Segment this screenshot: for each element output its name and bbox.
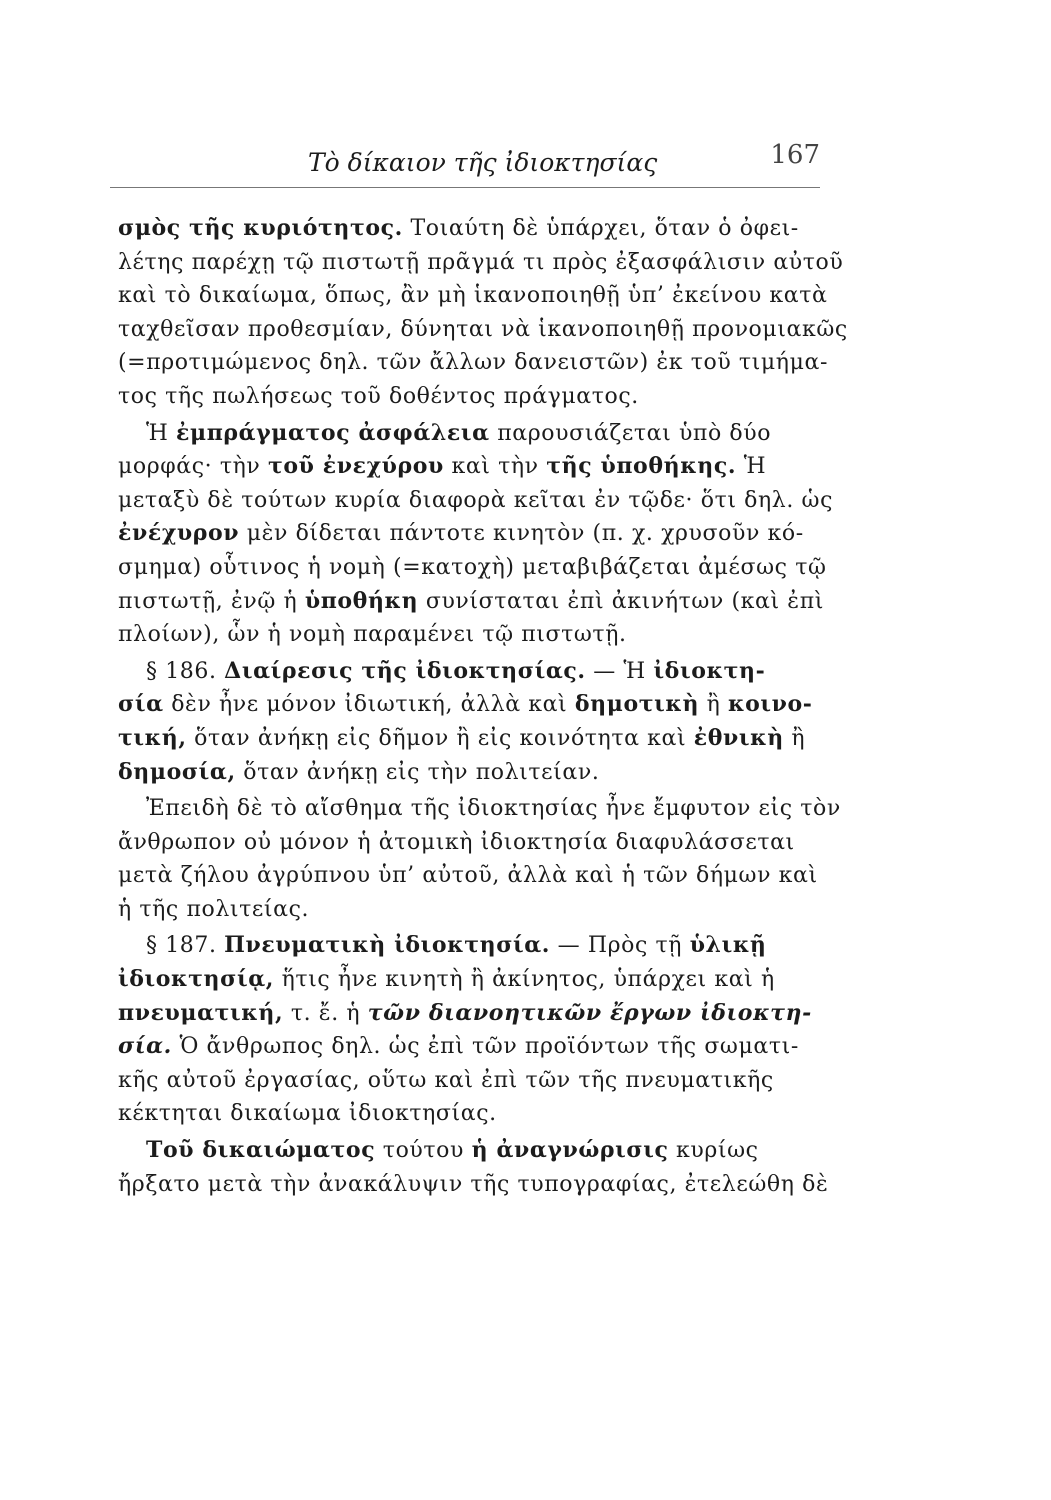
line-text: κέκτηται δικαίωμα ἰδιοκτησίας. — [118, 1101, 497, 1127]
line-text: τος τῆς πωλήσεως τοῦ δοθέντος πράγματος. — [118, 383, 639, 409]
line-text: καὶ τὸ δικαίωμα, ὅπως, ἂν μὴ ἱκανοποιηθῇ ὑπ’ ἐκείνου κατὰ — [118, 283, 828, 309]
emphasis-text: πνευματική, — [118, 999, 284, 1026]
text-line — [118, 450, 838, 484]
line-text: Τοιαύτη δὲ ὑπάρχει, ὅταν ὁ ὀφει- — [402, 216, 799, 241]
text-line — [118, 517, 838, 551]
emphasis-text: δημοτικὴ — [574, 691, 700, 718]
line-text: § 186. — [146, 658, 225, 684]
line-text: μορφάς· τὴν — [118, 454, 268, 480]
line-text: μετὰ ζήλου ἀγρύπνου ὑπ’ αὐτοῦ, ἀλλὰ καὶ ἡ τῶν δήμων καὶ — [118, 863, 818, 889]
emphasis-text: ὑλικῇ — [689, 932, 767, 959]
text-line — [118, 963, 838, 997]
line-text: παρουσιάζεται ὑπὸ δύο — [489, 420, 772, 446]
running-title: Τὸ δίκαιον τῆς ἰδιοκτησίας — [308, 148, 658, 177]
line-text: ἄνθρωπον οὐ μόνον ἡ ἀτομικὴ ἰδιοκτησία διαφυλάσσεται — [118, 829, 795, 855]
text-line — [118, 1097, 838, 1131]
line-text: μὲν δίδεται πάντοτε κινητὸν (π. χ. χρυσοῦν κό- — [239, 521, 804, 547]
line-text: κῆς αὐτοῦ ἐργασίας, οὕτω καὶ ἐπὶ τῶν τῆς πνευματικῆς — [118, 1067, 774, 1093]
line-text: κυρίως — [668, 1138, 759, 1164]
line-text: Ἐπειδὴ δὲ τὸ αἴσθημα τῆς ἰδιοκτησίας ἦνε ἔμφυτον εἰς τὸν — [146, 796, 841, 822]
text-line — [118, 1030, 838, 1064]
text-line — [118, 346, 838, 380]
line-text: ἥτις ἦνε κινητὴ ἢ ἀκίνητος, ὑπάρχει καὶ ἡ — [273, 967, 775, 993]
line-text: τούτου — [375, 1138, 472, 1164]
emphasis-text: ἰδιοκτη- — [653, 657, 766, 684]
text-line — [118, 618, 838, 652]
text-line — [118, 212, 838, 246]
emphasis-text: ἐμπράγματος ἀσφάλεια — [176, 419, 490, 446]
text-line — [118, 655, 838, 689]
line-text: (=προτιμώμενος δηλ. τῶν ἄλλων δανειστῶν) ἐκ τοῦ τιμήμα- — [118, 350, 828, 376]
line-text: ὅταν ἀνήκῃ εἰς τὴν πολιτείαν. — [235, 759, 600, 785]
emphasis-text: τοῦ ἐνεχύρου — [267, 453, 444, 480]
text-line — [118, 246, 844, 280]
emphasis-text: ἰδιοκτησίᾳ, — [118, 966, 274, 993]
line-text: — Πρὸς τῇ — [550, 933, 690, 959]
text-line — [118, 859, 838, 893]
running-header — [110, 140, 820, 180]
body-text — [118, 212, 848, 1201]
line-text: σμημα) οὗτινος ἡ νομὴ (=κατοχὴ) μεταβιβάζεται ἀμέσως τῷ — [118, 554, 827, 580]
emphasis-text: ἡ ἀναγνώρισις — [471, 1137, 669, 1164]
line-text: § 187. — [146, 933, 225, 959]
emphasis-text: ὑποθήκη — [304, 587, 419, 614]
line-text: ὅταν ἀνήκῃ εἰς δῆμον ἢ εἰς κοινότητα καὶ — [186, 725, 694, 751]
line-text: τ. ἔ. ἡ — [283, 1000, 368, 1026]
emphasis-text: τική, — [118, 724, 187, 751]
text-line — [118, 279, 838, 313]
line-text: μεταξὺ δὲ τούτων κυρία διαφορὰ κεῖται ἐν τῷδε· ὅτι δηλ. ὡς — [118, 487, 833, 513]
line-text: πλοίων), ὧν ἡ νομὴ παραμένει τῷ πιστωτῇ. — [118, 622, 627, 648]
emphasis-text: τῶν διανοητικῶν ἔργων ἰδιοκτη- — [367, 999, 812, 1026]
text-line — [118, 380, 838, 414]
text-line — [118, 417, 838, 451]
emphasis-text: ἐθνικὴ — [693, 724, 784, 751]
page-number: 167 — [770, 140, 820, 170]
text-line — [118, 551, 838, 585]
header-rule — [110, 187, 820, 188]
line-text: — Ἡ — [585, 658, 654, 684]
line-text: Ἡ — [146, 420, 177, 446]
line-text: ἢ — [699, 692, 729, 718]
text-line — [118, 1134, 838, 1168]
emphasis-text: τῆς ὑποθήκης. — [546, 453, 737, 480]
text-line — [118, 1064, 838, 1098]
emphasis-text: δημοσία, — [118, 758, 236, 785]
text-line — [118, 997, 838, 1031]
line-text: λέτης παρέχῃ τῷ πιστωτῇ πρᾶγμά τι πρὸς ἐξασφάλισιν αὐτοῦ — [118, 249, 844, 275]
line-text: Ὁ ἄνθρωπος δηλ. ὡς ἐπὶ τῶν προϊόντων τῆς σωματι- — [171, 1034, 799, 1060]
emphasis-text: ἐνέχυρον — [118, 520, 240, 547]
line-text: Ἡ — [736, 454, 767, 480]
text-line — [118, 585, 838, 619]
text-line — [118, 484, 838, 518]
line-text: ἡ τῆς πολιτείας. — [118, 896, 310, 922]
text-line — [118, 792, 841, 826]
emphasis-text: κοινο- — [728, 691, 813, 718]
text-line — [118, 893, 838, 927]
emphasis-text: σία. — [118, 1033, 172, 1060]
text-line — [118, 756, 838, 790]
line-text: συνίσταται ἐπὶ ἀκινήτων (καὶ ἐπὶ — [418, 588, 824, 614]
text-line — [118, 826, 838, 860]
emphasis-text: Πνευματικὴ ἰδιοκτησία. — [224, 932, 551, 959]
line-text: πιστωτῇ, ἐνῷ ἡ — [118, 588, 305, 614]
emphasis-text: Τοῦ δικαιώματος — [146, 1137, 376, 1164]
emphasis-text: σία — [118, 691, 164, 718]
text-line — [118, 1168, 838, 1202]
text-line — [118, 722, 838, 756]
text-line — [118, 688, 838, 722]
line-text: δὲν ἦνε μόνον ἰδιωτική, ἀλλὰ καὶ — [163, 692, 575, 718]
line-text: ταχθεῖσαν προθεσμίαν, δύνηται νὰ ἱκανοποιηθῇ προνομιακῶς — [118, 316, 848, 342]
line-text: ἢ — [783, 725, 806, 751]
line-text: ἤρξατο μετὰ τὴν ἀνακάλυψιν τῆς τυπογραφίας, ἐτελεώθη δὲ — [118, 1171, 829, 1197]
emphasis-text: σμὸς τῆς κυριότητος. — [118, 215, 403, 241]
emphasis-text: Διαίρεσις τῆς ἰδιοκτησίας. — [224, 657, 586, 684]
text-line — [118, 929, 838, 963]
line-text: καὶ τὴν — [443, 454, 547, 480]
text-line — [118, 313, 848, 347]
